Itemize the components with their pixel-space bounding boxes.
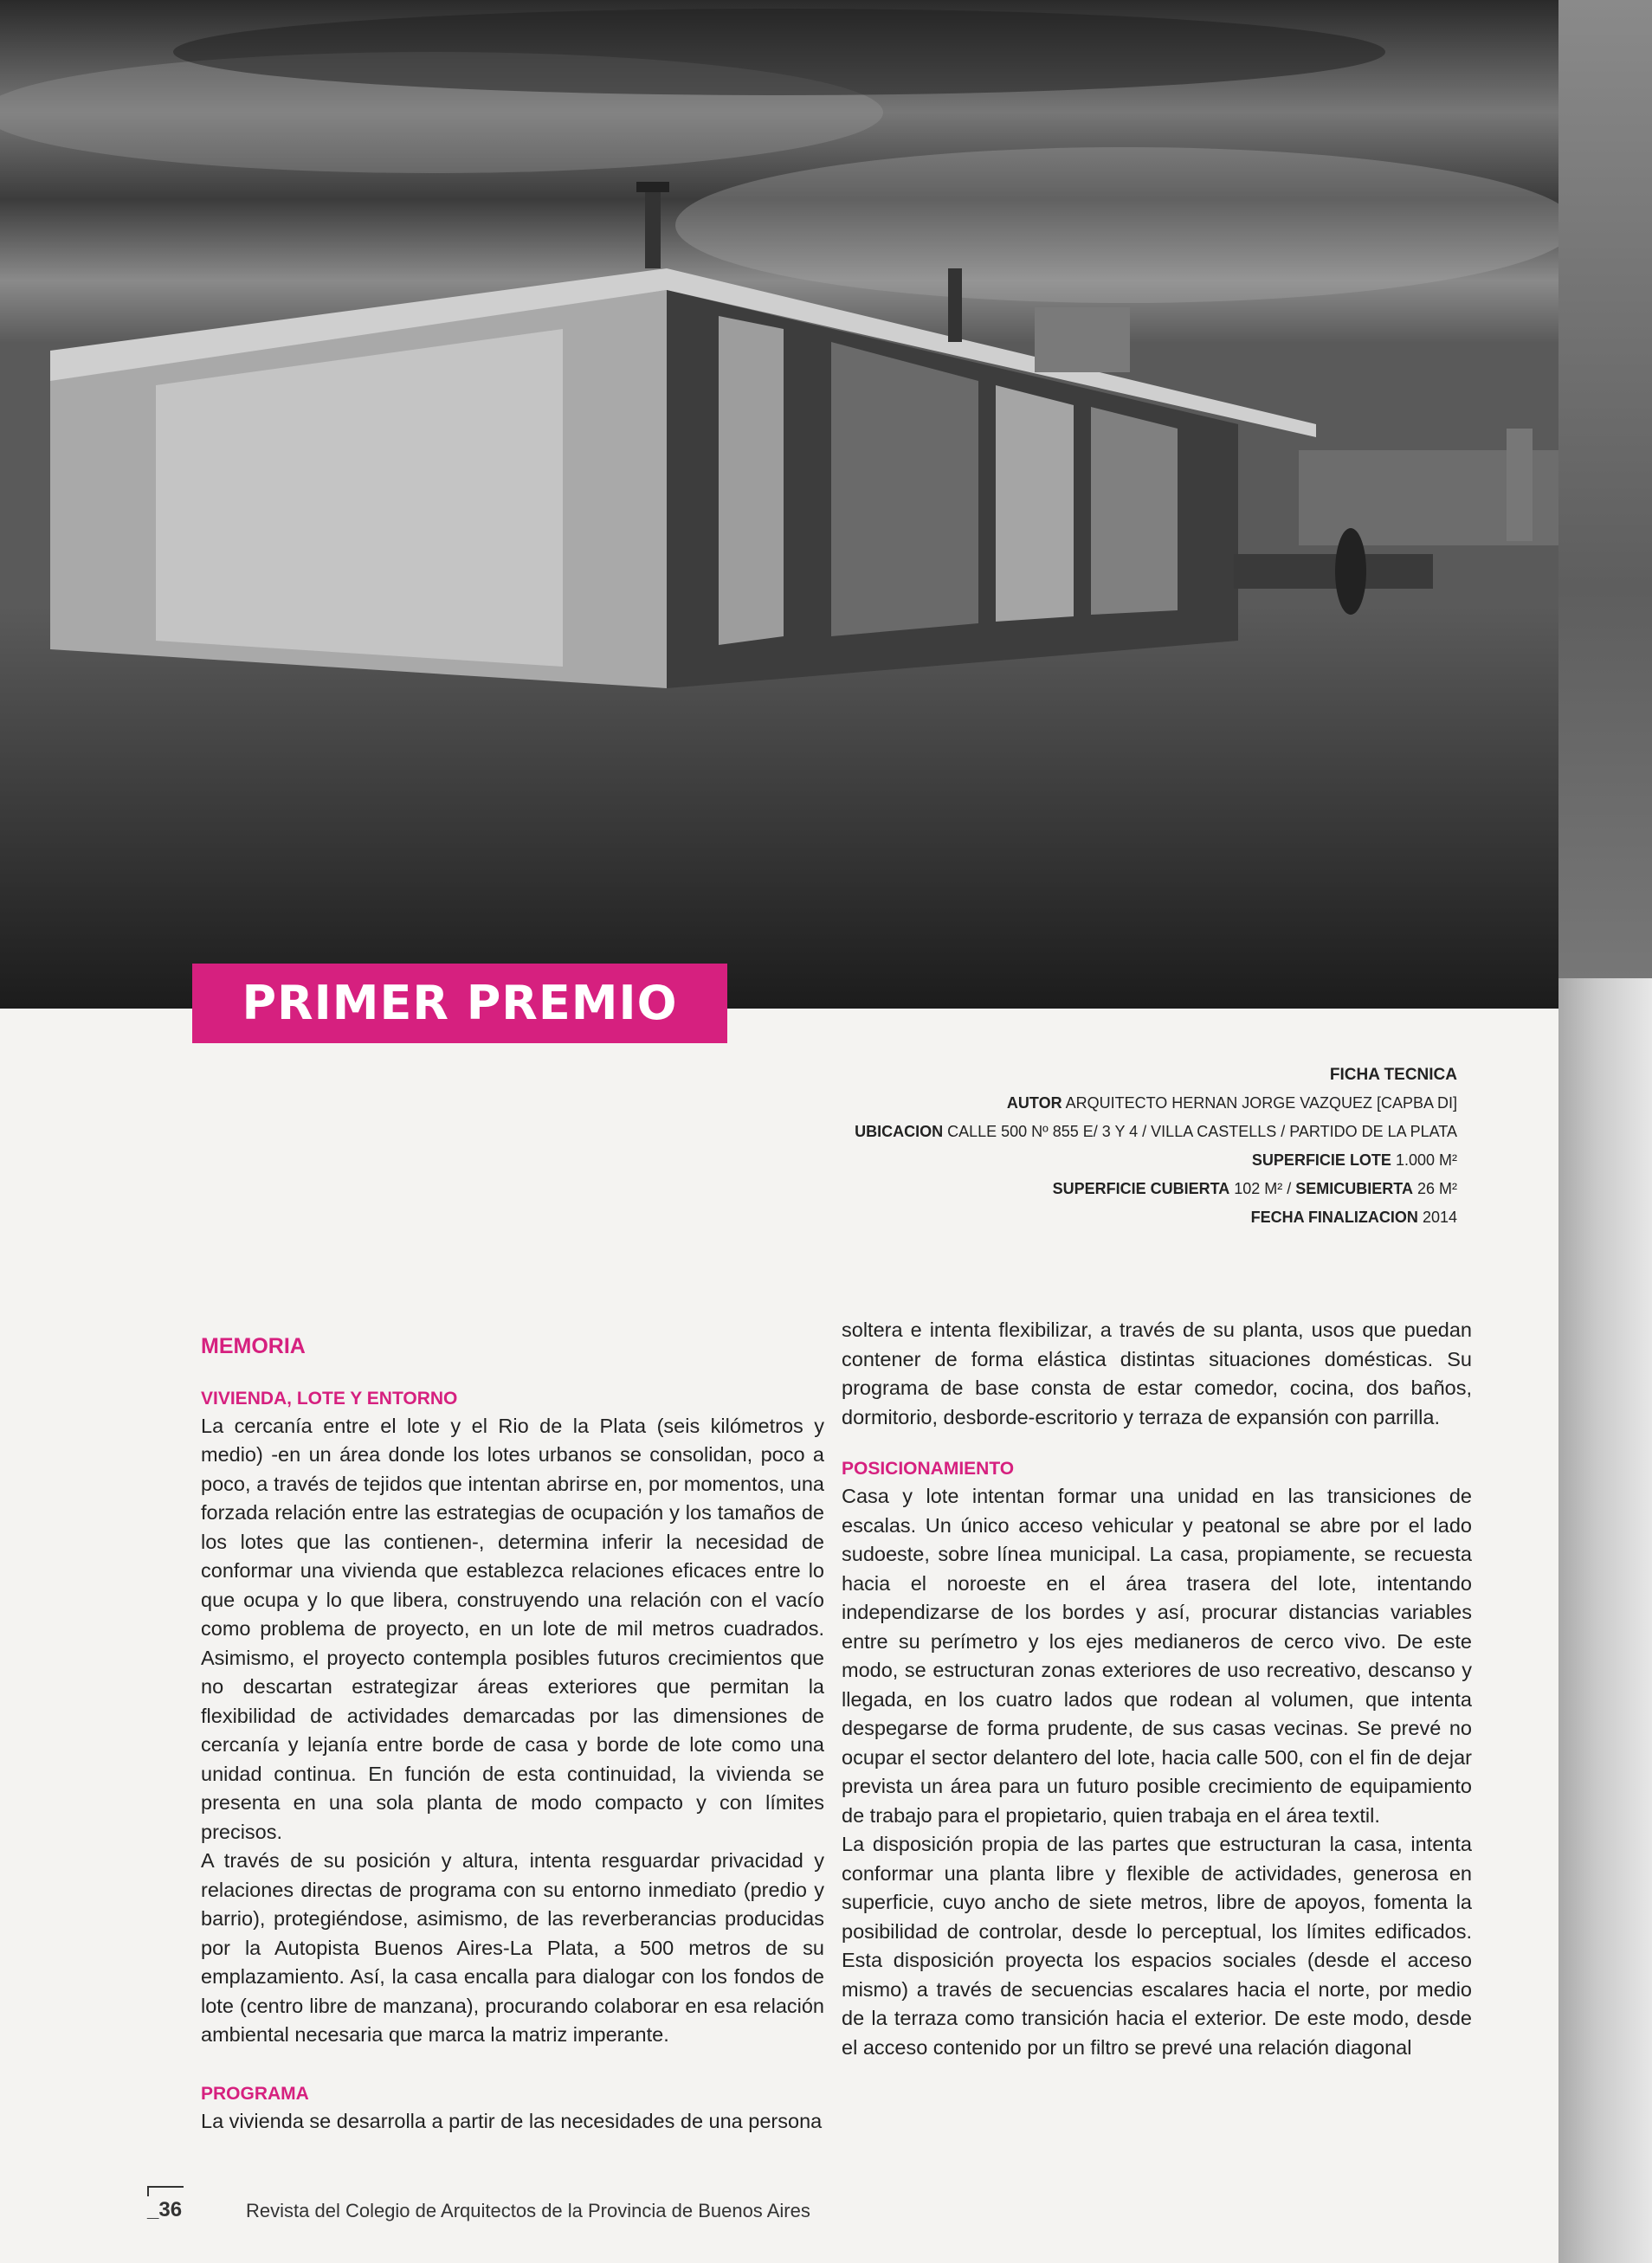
covered-area-value: 102 M² /	[1234, 1180, 1296, 1197]
completion-row	[505, 1203, 1457, 1232]
completion-label: FECHA FINALIZACION	[1250, 1209, 1418, 1226]
location-value: CALLE 500 Nº 855 E/ 3 Y 4 / VILLA CASTELLS / PARTIDO DE LA PLATA	[947, 1123, 1457, 1140]
semicovered-value: 26 M²	[1416, 1180, 1457, 1197]
technical-sheet-title: FICHA TECNICA	[1329, 1066, 1457, 1084]
house-photo	[0, 0, 1558, 1009]
paragraph: A través de su posición y altura, intenta resguardar privacidad y relaciones directas de programa con su entorno inmediato (predio y barrio), protegiéndose, asimismo, de las reverberancias producidas por la Autopista Buenos Aires-La Plata, a 500 metros de su emplazamiento. Así, la casa encalla para dialogar con los fondos de lote (centro libre de manzana), procurando colaborar en esa relación ambiental necesaria que marca la matriz imperante.	[201, 1849, 824, 2046]
adjacent-page-edge	[1558, 0, 1652, 2263]
covered-area-row	[505, 1175, 1457, 1203]
memoria-heading: MEMORIA	[201, 1334, 306, 1358]
adjacent-page-photo	[1558, 0, 1652, 978]
location-label: UBICACION	[855, 1123, 944, 1140]
publication-name: Revista del Colegio de Arquitectos de la Provincia de Buenos Aires	[246, 2200, 810, 2221]
left-column	[201, 1320, 824, 2136]
section-heading-lote: VIVIENDA, LOTE Y ENTORNO	[201, 1388, 458, 1409]
page-footer	[147, 2195, 926, 2229]
section-heading-posicionamiento: POSICIONAMIENTO	[842, 1459, 1015, 1479]
lot-area-value: 1.000 M²	[1395, 1151, 1457, 1169]
corner-mark	[147, 2186, 184, 2196]
author-label: AUTOR	[1006, 1094, 1062, 1112]
paragraph: La vivienda se desarrolla a partir de las necesidades de una persona	[201, 2109, 823, 2132]
location-row	[505, 1118, 1457, 1146]
paragraph: La cercanía entre el lote y el Rio de la Plata (seis kilómetros y medio) -en un área donde los lotes urbanos se consolidan, poco a poco, a través de tejidos que intentan abrirse en, por momentos, una forzada relación entre las estrategias de ocupación y los tamaños de los lotes que las contienen-, determina inferir la necesidad de conformar una vivienda que establezca relaciones eficaces entre lo que ocupa y lo que libera, construyendo una relación con el vacío como problema de proyecto, en un lote de mil metros cuadrados. Asimismo, el proyecto contempla posibles futuros crecimientos que no descartan estrategizar áreas exteriores que permitan la flexibilidad de actividades demarcadas por las dimensiones de cercanía y lejanía entre borde de casa y borde de lote como una unidad continua. En función de esta continuidad, la vivienda se presenta en una sola planta de modo compacto y con límites precisos.	[201, 1414, 824, 1843]
photo-illustration	[0, 0, 1558, 1009]
spacer	[842, 1432, 1472, 1456]
spacer	[201, 2050, 824, 2081]
lot-area-row	[505, 1146, 1457, 1175]
paragraph: La disposición propia de las partes que estructuran la casa, intenta conformar una planta libre y flexible de actividades, generosa en superficie, cuyo ancho de siete metros, libre de apoyos, fomenta la posibilidad de controlar, desde lo perceptual, los límites edificados. Esta disposición proyecta los espacios sociales (desde el acceso mismo) a través de secuencias escalares hacia el norte, por medio de la terraza como transición hacia el exterior. De este modo, desde el acceso contenido por un filtro se prevé una relación diagonal	[842, 1833, 1472, 2059]
lot-area-label: SUPERFICIE LOTE	[1251, 1151, 1391, 1169]
author-value: ARQUITECTO HERNAN JORGE VAZQUEZ [CAPBA DI]	[1065, 1094, 1457, 1112]
completion-value: 2014	[1422, 1209, 1457, 1226]
paragraph: soltera e intenta flexibilizar, a través de su planta, usos que puedan contener de forma elástica distintas situaciones domésticas. Su programa de base consta de estar comedor, cocina, dos baños, dormitorio, desborde-escritorio y terraza de expansión con parrilla.	[842, 1318, 1472, 1428]
author-row	[505, 1089, 1457, 1118]
semicovered-label: SEMICUBIERTA	[1295, 1180, 1413, 1197]
paragraph: Casa y lote intentan formar una unidad en las transiciones de escalas. Un único acceso vehicular y peatonal se abre por el lado sudoeste, sobre línea municipal. La casa, propiamente, se recuesta hacia el noroeste en el área trasera del lote, intentando independizarse de los bordes y así, procurar distancias variables entre su perímetro y los ejes medianeros de cerco vivo. De este modo, se estructuran zonas exteriores de uso recreativo, descanso y llegada, en los cuatro lados que rodean al volumen, que intenta despegarse de forma prudente, de sus casas vecinas. Se prevé no ocupar el sector delantero del lote, hacia calle 500, con el fin de dejar prevista un área para un futuro posible crecimiento de equipamiento de trabajo para el propietario, quien trabaja en el área textil.	[842, 1485, 1472, 1827]
section-heading-programa: PROGRAMA	[201, 2083, 309, 2104]
page-number: _36	[147, 2198, 183, 2221]
right-column	[842, 1316, 1472, 2062]
award-badge: PRIMER PREMIO	[192, 964, 727, 1043]
technical-sheet	[505, 1061, 1457, 1232]
covered-area-label: SUPERFICIE CUBIERTA	[1052, 1180, 1230, 1197]
